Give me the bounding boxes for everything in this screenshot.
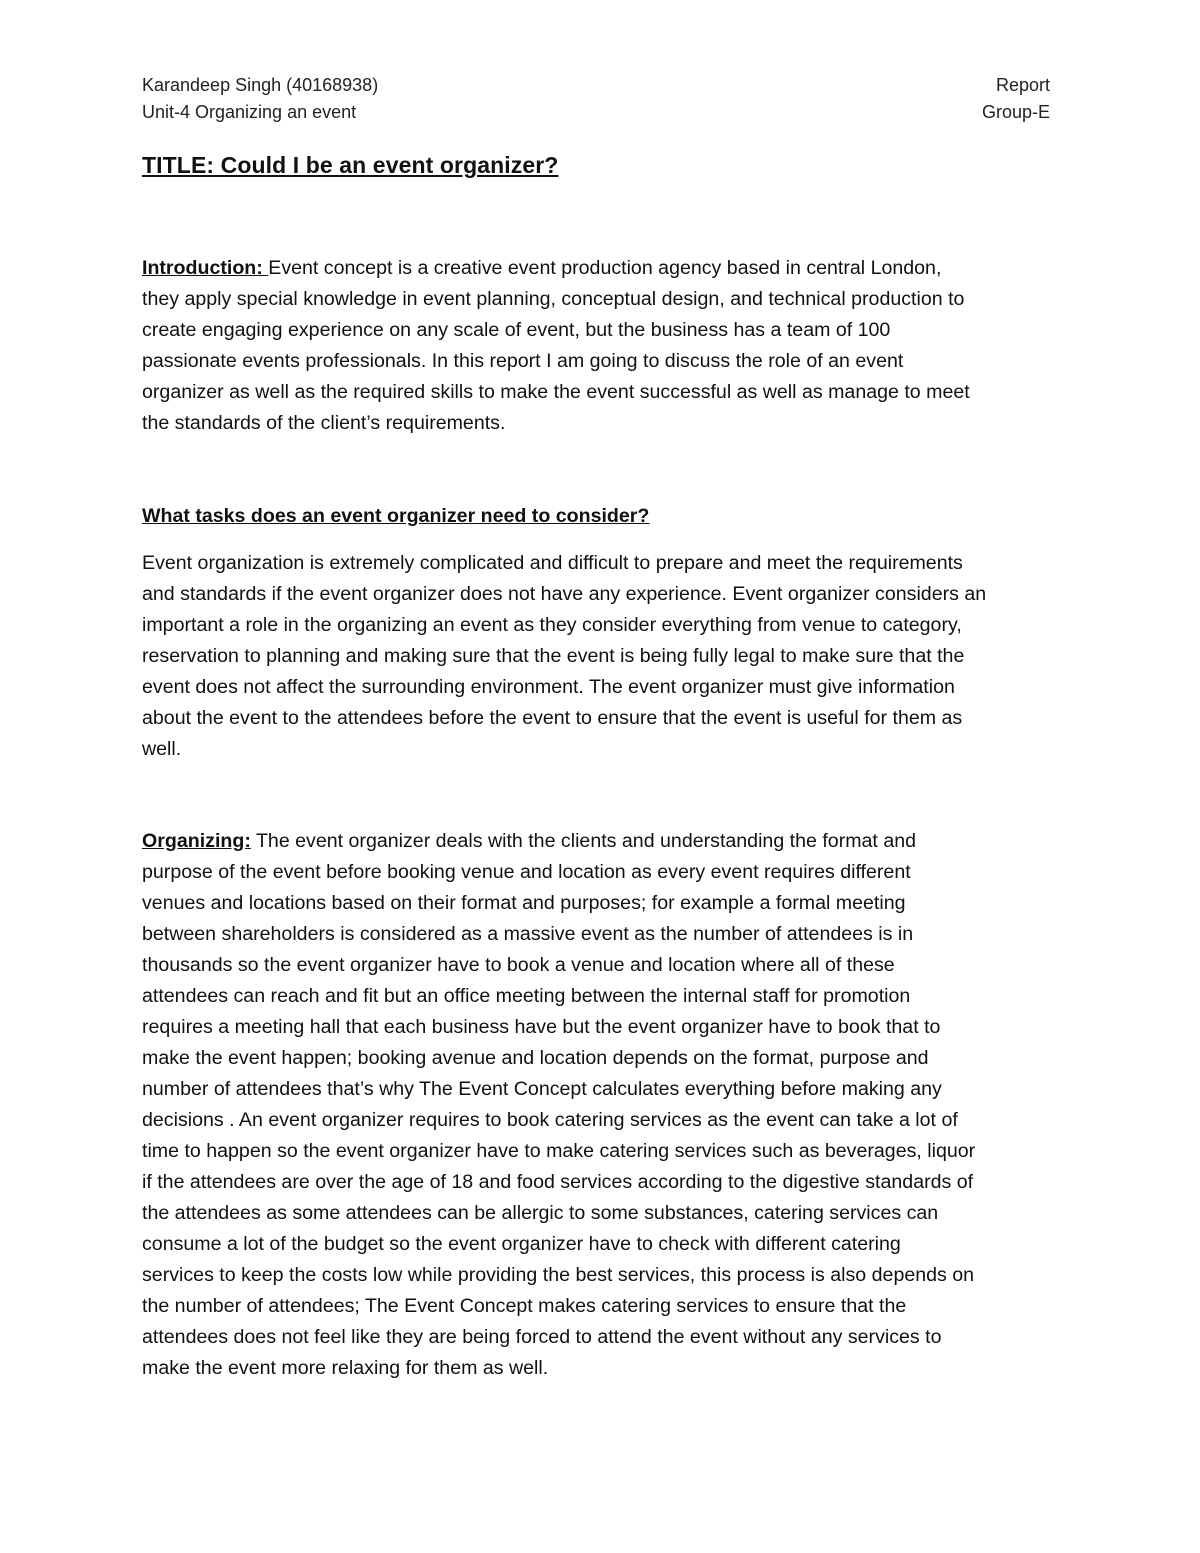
group-name: Group-E: [981, 102, 1050, 122]
organizing-line: the attendees as some attendees can be allergic to some substances, catering services can: [142, 1202, 939, 1224]
organizing-line: time to happen so the event organizer have to make catering services such as beverages, liquor: [142, 1140, 976, 1162]
organizing-line: attendees does not feel like they are being forced to attend the event without any services to: [142, 1326, 942, 1348]
organizing-label: Organizing:: [142, 830, 251, 852]
organizing-section: [142, 826, 1062, 1384]
introduction-label: Introduction:: [142, 257, 269, 279]
introduction-section: [142, 253, 1062, 439]
organizing-line: requires a meeting hall that each business have but the event organizer have to book that to: [142, 1016, 941, 1038]
intro-text: Event concept is a creative event production agency based in central London,: [268, 257, 942, 279]
organizing-line: thousands so the event organizer have to book a venue and location where all of these: [142, 954, 895, 976]
organizing-text: The event organizer deals with the clients and understanding the format and: [250, 830, 917, 852]
header-row-1: [142, 72, 1050, 99]
tasks-heading: What tasks does an event organizer need to consider?: [142, 505, 650, 527]
unit-name: Unit-4 Organizing an event: [142, 102, 357, 122]
page-header: [142, 72, 1050, 126]
organizing-line: number of attendees that’s why The Event Concept calculates everything before making any: [142, 1078, 942, 1100]
tasks-section: [142, 548, 1062, 765]
tasks-line: Event organization is extremely complicated and difficult to prepare and meet the requirements: [142, 552, 963, 574]
tasks-line: about the event to the attendees before the event to ensure that the event is useful for them as: [142, 707, 963, 729]
organizing-line: venues and locations based on their format and purposes; for example a formal meeting: [142, 892, 906, 914]
tasks-line: and standards if the event organizer does not have any experience. Event organizer considers an: [142, 583, 987, 605]
organizing-line: make the event more relaxing for them as well.: [142, 1357, 549, 1379]
document-title: TITLE: Could I be an event organizer?: [142, 152, 559, 178]
organizing-line: purpose of the event before booking venue and location as every event requires different: [142, 861, 911, 883]
intro-line: create engaging experience on any scale of event, but the business has a team of 100: [142, 319, 891, 341]
intro-line: [142, 253, 1062, 284]
organizing-line: if the attendees are over the age of 18 and food services according to the digestive standards of: [142, 1171, 974, 1193]
tasks-line: event does not affect the surrounding environment. The event organizer must give information: [142, 676, 955, 698]
intro-line: they apply special knowledge in event planning, conceptual design, and technical production to: [142, 288, 965, 310]
intro-line: organizer as well as the required skills to make the event successful as well as manage to meet: [142, 381, 970, 403]
author-name: Karandeep Singh (40168938): [142, 75, 379, 95]
tasks-line: reservation to planning and making sure that the event is being fully legal to make sure that the: [142, 645, 965, 667]
organizing-line: consume a lot of the budget so the event organizer have to check with different catering: [142, 1233, 901, 1255]
organizing-line: the number of attendees; The Event Concept makes catering services to ensure that the: [142, 1295, 907, 1317]
document-type: Report: [995, 75, 1050, 95]
tasks-line: well.: [142, 738, 182, 760]
intro-line: passionate events professionals. In this report I am going to discuss the role of an event: [142, 350, 904, 372]
tasks-line: important a role in the organizing an event as they consider everything from venue to category,: [142, 614, 962, 636]
organizing-line: between shareholders is considered as a massive event as the number of attendees is in: [142, 923, 914, 945]
organizing-line: [142, 826, 1062, 857]
organizing-line: attendees can reach and fit but an office meeting between the internal staff for promotion: [142, 985, 911, 1007]
intro-line: the standards of the client’s requirements.: [142, 412, 506, 434]
header-row-2: [142, 99, 1050, 126]
organizing-line: decisions . An event organizer requires to book catering services as the event can take a lot of: [142, 1109, 958, 1131]
organizing-line: services to keep the costs low while providing the best services, this process is also depends on: [142, 1264, 975, 1286]
organizing-line: make the event happen; booking avenue and location depends on the format, purpose and: [142, 1047, 929, 1069]
